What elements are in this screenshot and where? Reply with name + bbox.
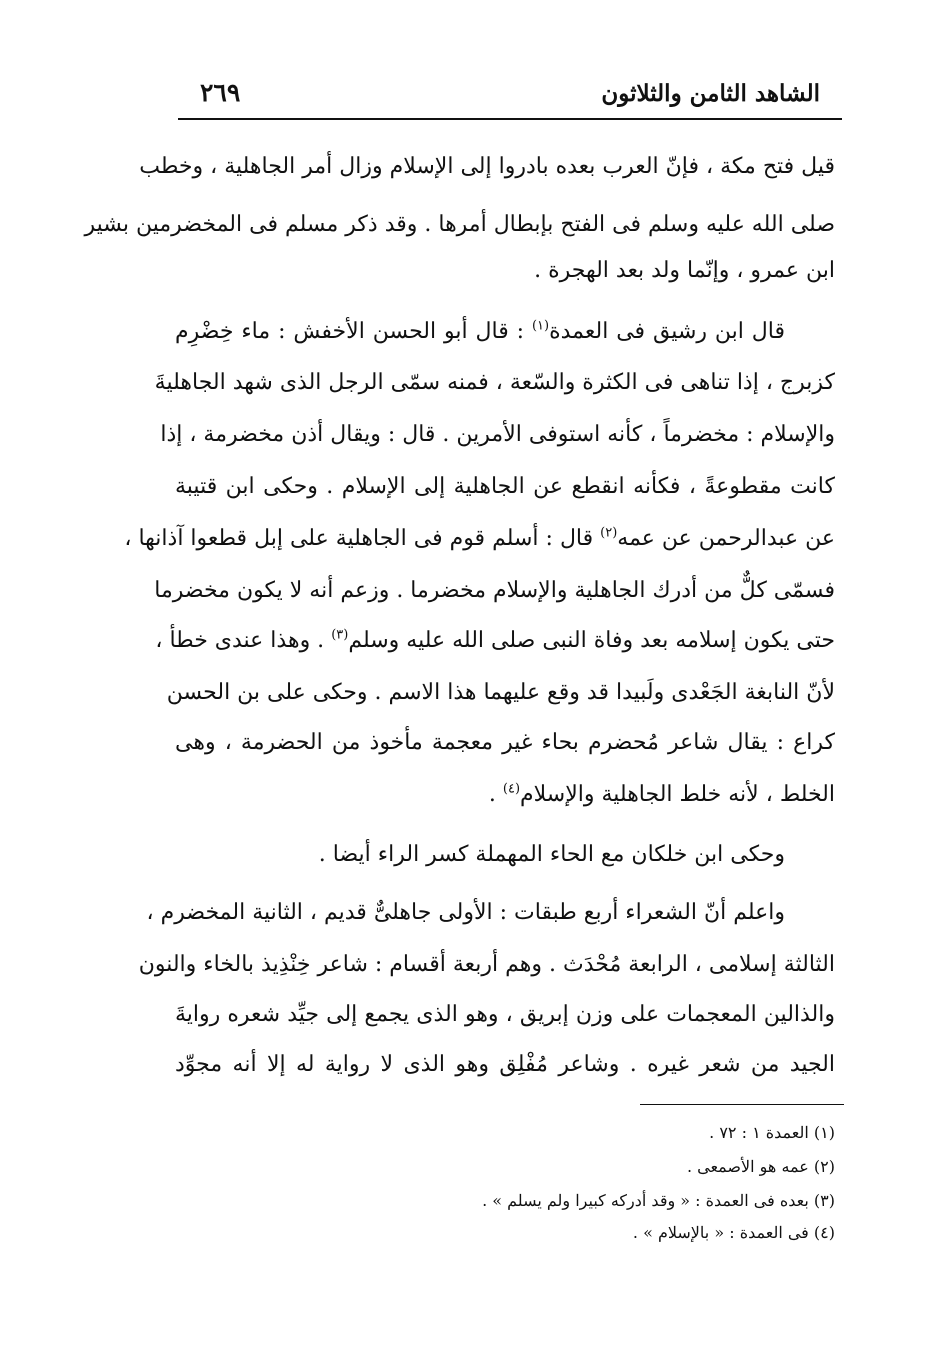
body-line: قيل فتح مكة ، فإنّ العرب بعده بادروا إلى الإسلام وزال أمر الجاهلية ، وخطب [139,154,835,179]
body-line: فسمّى كلٌّ من أدرك الجاهلية والإسلام مخضرما . وزعم أنه لا يكون مخضرما [154,578,835,603]
body-text: عن عبدالرحمن عن عمه [617,526,835,551]
footnote-mark: (٤) [502,781,521,797]
body-line: كانت مقطوعةً ، فكأنه انقطع عن الجاهلية إلى الإسلام . وحكى ابن قتيبة [175,474,835,499]
body-text: قال ابن رشيق فى العمدة [549,319,785,344]
footnote: (١) العمدة ١ : ٧٢ . [709,1123,835,1142]
body-text: حتى يكون إسلامه بعد وفاة النبى صلى الله عليه وسلم [348,628,835,653]
footnote: (٣) بعده فى العمدة : « وقد أدركه كبيرا ولم يسلم » . [482,1191,835,1210]
body-text: . وهذا عندى خطأ ، [155,628,325,653]
body-line: والذالين المعجمات على وزن إبريق ، وهو الذى يجمع إلى جيِّد شعره روايةَ [175,1002,835,1027]
running-title: الشاهد الثامن والثلاثون [601,80,820,107]
body-line: وحكى ابن خلكان مع الحاء المهملة كسر الراء أيضا . [318,842,785,867]
page-header [178,78,820,116]
body-line: واعلم أنّ الشعراء أربع طبقات : الأولى جاهلىٌّ قديم ، الثانية المخضرم ، [146,900,785,925]
footnote-mark: (٣) [331,627,349,643]
body-line: الثالثة إسلامى ، الرابعة مُحْدَث . وهم أربعة أقسام : شاعر خِنْذِيذ بالخاء والنون [138,952,835,977]
body-text: : قال أبو الحسن الأخفش : ماء خِضْرِم [175,319,525,344]
body-line: صلى الله عليه وسلم فى الفتح بإبطال أمرها . وقد ذكر مسلم فى المخضرمين بشير [84,212,835,237]
body-line: كراع : يقال شاعر مُحضرم بحاء غير معجمة مأخوذ من الحضرمة ، وهى [175,730,835,755]
footnote-mark: (١) [531,318,550,334]
body-text: الخلط ، لأنه خلط الجاهلية والإسلام [520,782,835,807]
body-line [175,780,835,810]
footnote-rule [640,1104,844,1105]
body-line [175,317,835,347]
body-line: الجيد من شعر غيره . وشاعر مُفْلِق وهو الذى لا رواية له إلا أنه مجوِّد [175,1052,835,1077]
body-line: ابن عمرو ، وإنّما ولد بعد الهجرة . [534,258,835,283]
body-text: . [488,782,496,807]
body-line: والإسلام : مخضرماً ، كأنه استوفى الأمرين . قال : ويقال أذن مخضرمة ، إذا [160,422,835,447]
body-text: قال : أسلم قوم فى الجاهلية على إبل قطعوا آذانها ، [124,526,594,551]
header-rule [178,118,842,120]
footnote: (٤) فى العمدة : « بالإسلام » . [632,1223,835,1242]
page-number: ٢٦٩ [200,78,241,107]
footnote-mark: (٢) [600,525,618,541]
body-line: لأنّ النابغة الجَعْدى ولَبيدا قد وقع عليهما هذا الاسم . وحكى على بن الحسن [166,680,835,705]
body-line [155,626,835,656]
body-line: كزبرج ، إذا تناهى فى الكثرة والسّعة ، فمنه سمّى الرجل الذى شهد الجاهليةَ [154,370,835,395]
body-line [124,524,835,554]
footnote: (٢) عمه هو الأصمعى . [686,1157,835,1176]
